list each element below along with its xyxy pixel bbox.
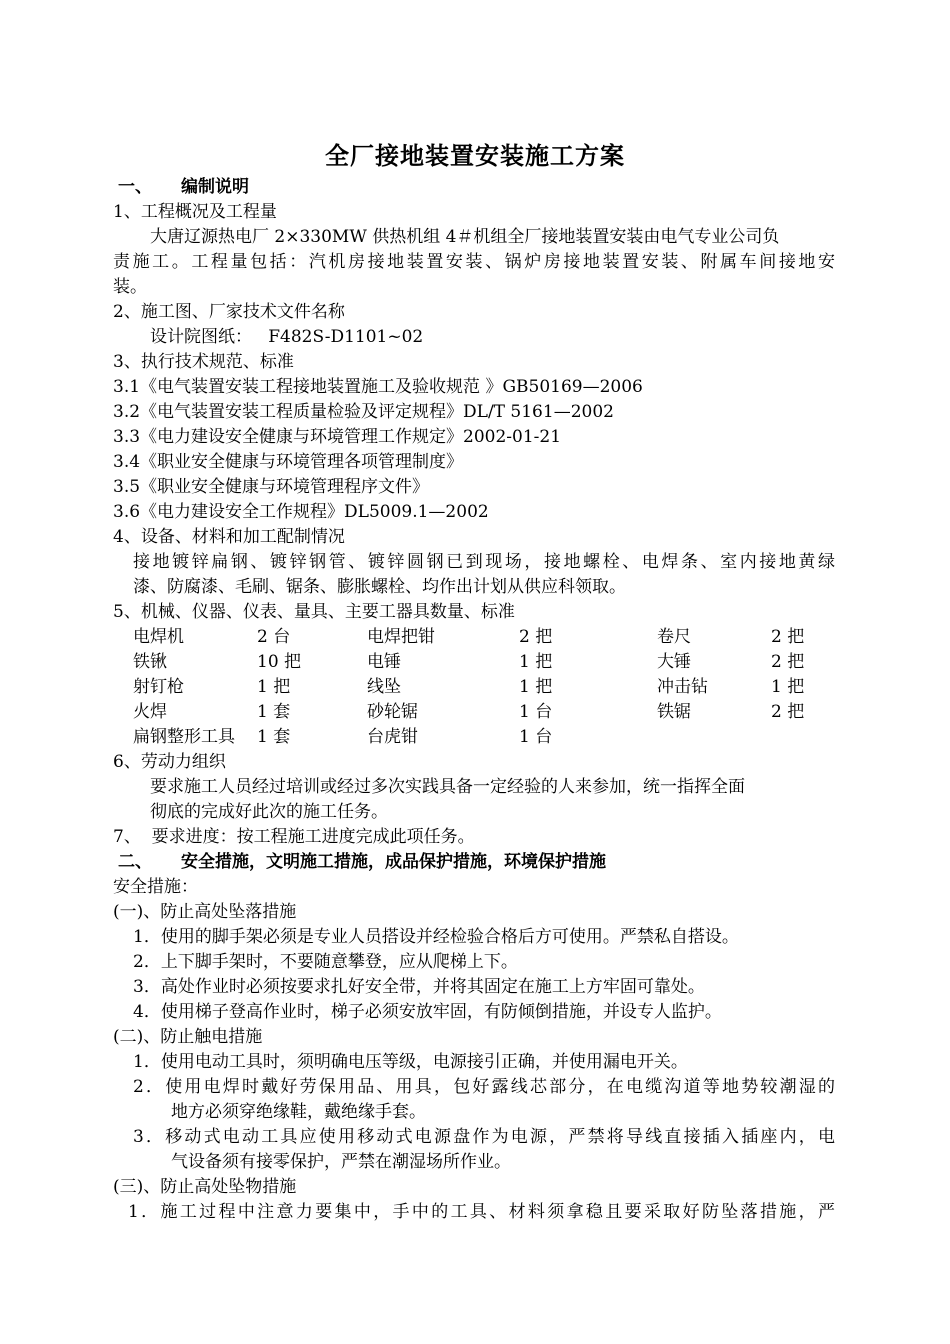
tool-quantity: 1 把 xyxy=(519,677,553,697)
list-item: 1．施工过程中注意力要集中，手中的工具、材料须拿稳且要采取好防坠落措施，严 xyxy=(128,1202,835,1222)
tool-name: 火焊 xyxy=(133,702,167,722)
tool-quantity: 1 把 xyxy=(257,677,291,697)
subsection-4-title: 4、设备、材料和加工配制情况 xyxy=(113,527,345,547)
section2-heading: 安全措施，文明施工措施，成品保护措施，环境保护措施 xyxy=(181,852,606,872)
group-3-title: (三)、防止高处坠物措施 xyxy=(113,1177,297,1197)
tool-quantity: 2 把 xyxy=(771,627,805,647)
paragraph-line: 接地镀锌扁钢、镀锌钢管、镀锌圆钢已到现场，接地螺栓、电焊条、室内接地黄绿 xyxy=(133,552,835,572)
list-item: 2．上下脚手架时，不要随意攀登，应从爬梯上下。 xyxy=(133,952,518,972)
standard-item: 3.1《电气装置安装工程接地装置施工及验收规范 》GB50169—2006 xyxy=(113,377,643,397)
paragraph-line: 装。 xyxy=(113,277,147,297)
tool-name: 扁钢整形工具 xyxy=(133,727,235,747)
tool-quantity: 1 把 xyxy=(771,677,805,697)
subsection-5-title: 5、机械、仪器、仪表、量具、主要工器具数量、标准 xyxy=(113,602,515,622)
paragraph-line: 彻底的完成好此次的施工任务。 xyxy=(150,802,388,822)
list-item: 4．使用梯子登高作业时，梯子必须安放牢固，有防倾倒措施，并设专人监护。 xyxy=(133,1002,722,1022)
paragraph-line: 漆、防腐漆、毛刷、锯条、膨胀螺栓、均作出计划从供应科领取。 xyxy=(133,577,626,597)
paragraph-line: 大唐辽源热电厂 2×330MW 供热机组 4＃机组全厂接地装置安装由电气专业公司负 xyxy=(150,227,780,247)
standard-item: 3.4《职业安全健康与环境管理各项管理制度》 xyxy=(113,452,464,472)
tool-quantity: 1 台 xyxy=(519,727,553,747)
tool-quantity: 2 台 xyxy=(257,627,291,647)
list-item: 3．移动式电动工具应使用移动式电源盘作为电源，严禁将导线直接插入插座内，电 xyxy=(133,1127,835,1147)
standard-item: 3.3《电力建设安全健康与环境管理工作规定》2002-01-21 xyxy=(113,427,562,447)
tool-name: 射钉枪 xyxy=(133,677,184,697)
group-2-title: (二)、防止触电措施 xyxy=(113,1027,263,1047)
tool-name: 线坠 xyxy=(367,677,401,697)
list-item: 1．使用电动工具时，须明确电压等级，电源接引正确，并使用漏电开关。 xyxy=(133,1052,688,1072)
standard-item: 3.5《职业安全健康与环境管理程序文件》 xyxy=(113,477,430,497)
section1-heading-number: 一、 xyxy=(118,177,152,197)
tool-quantity: 1 套 xyxy=(257,702,291,722)
list-item: 2．使用电焊时戴好劳保用品、用具，包好露线芯部分，在电缆沟道等地势较潮湿的 xyxy=(133,1077,835,1097)
subsection-2-title: 2、施工图、厂家技术文件名称 xyxy=(113,302,345,322)
list-item-continuation: 气设备须有接零保护，严禁在潮湿场所作业。 xyxy=(171,1152,511,1172)
list-item-continuation: 地方必须穿绝缘鞋，戴绝缘手套。 xyxy=(171,1102,426,1122)
section1-heading: 编制说明 xyxy=(181,177,249,197)
safety-measures-label: 安全措施： xyxy=(113,877,198,897)
subsection-7-line: 7、 要求进度：按工程施工进度完成此项任务。 xyxy=(113,827,475,847)
tool-quantity: 1 套 xyxy=(257,727,291,747)
tool-name: 电焊把钳 xyxy=(367,627,435,647)
tool-name: 电锤 xyxy=(367,652,401,672)
tool-quantity: 2 把 xyxy=(519,627,553,647)
tool-name: 铁锹 xyxy=(133,652,167,672)
tool-quantity: 2 把 xyxy=(771,702,805,722)
document-title: 全厂接地装置安装施工方案 xyxy=(325,141,625,170)
drawing-reference: 设计院图纸： F482S-D1101~02 xyxy=(150,327,424,347)
list-item: 1．使用的脚手架必须是专业人员搭设并经检验合格后方可使用。严禁私自搭设。 xyxy=(133,927,739,947)
tool-name: 卷尺 xyxy=(657,627,691,647)
tool-quantity: 1 台 xyxy=(519,702,553,722)
subsection-1-title: 1、工程概况及工程量 xyxy=(113,202,277,222)
tool-name: 台虎钳 xyxy=(367,727,418,747)
tool-quantity: 10 把 xyxy=(257,652,302,672)
tool-quantity: 2 把 xyxy=(771,652,805,672)
tool-name: 冲击钻 xyxy=(657,677,708,697)
tool-name: 大锤 xyxy=(657,652,691,672)
paragraph-line: 要求施工人员经过培训或经过多次实践具备一定经验的人来参加，统一指挥全面 xyxy=(150,777,745,797)
list-item: 3．高处作业时必须按要求扎好安全带，并将其固定在施工上方牢固可靠处。 xyxy=(133,977,705,997)
subsection-6-title: 6、劳动力组织 xyxy=(113,752,226,772)
standard-item: 3.2《电气装置安装工程质量检验及评定规程》DL/T 5161—2002 xyxy=(113,402,614,422)
tool-name: 电焊机 xyxy=(133,627,184,647)
tool-quantity: 1 把 xyxy=(519,652,553,672)
section2-heading-number: 二、 xyxy=(118,852,152,872)
group-1-title: (一)、防止高处坠落措施 xyxy=(113,902,297,922)
tool-name: 砂轮锯 xyxy=(367,702,418,722)
standard-item: 3.6《电力建设安全工作规程》DL5009.1—2002 xyxy=(113,502,489,522)
tool-name: 铁锯 xyxy=(657,702,691,722)
subsection-3-title: 3、执行技术规范、标准 xyxy=(113,352,294,372)
paragraph-line: 责施工。工程量包括：汽机房接地装置安装、锅炉房接地装置安装、附属车间接地安 xyxy=(113,252,835,272)
